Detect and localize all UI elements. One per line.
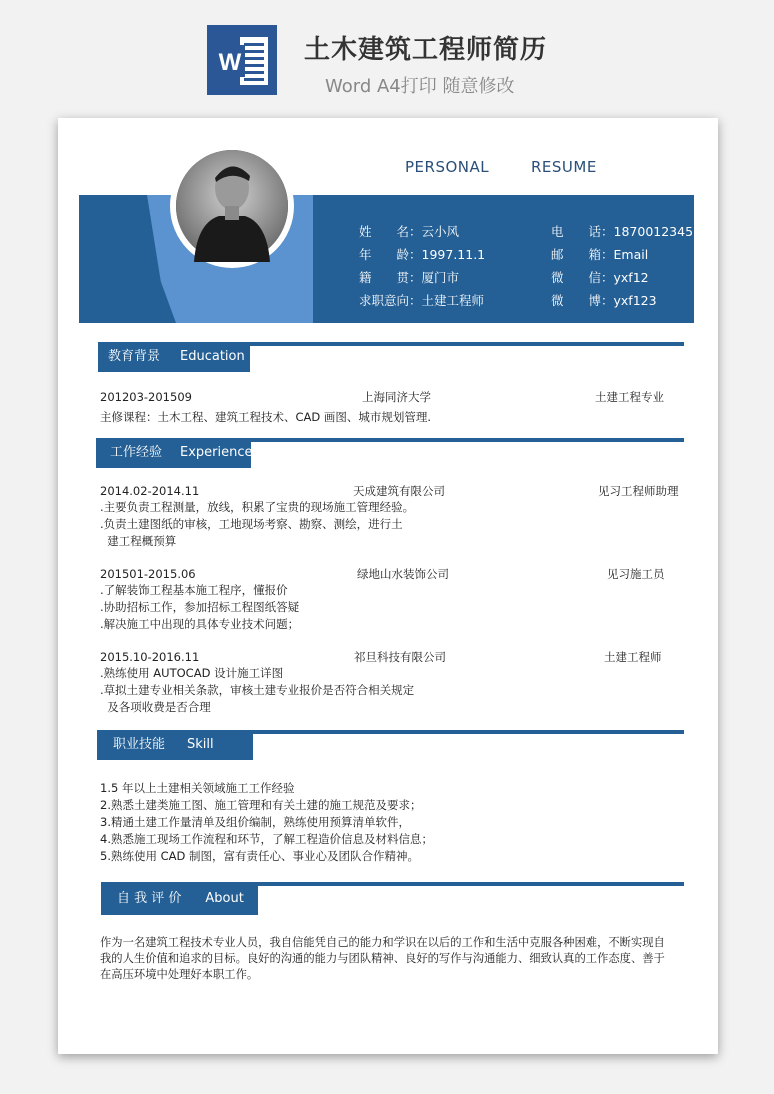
info-origin: 籍 贯：厦门市 — [359, 270, 460, 285]
weibo-value: yxf123 — [613, 293, 657, 308]
job-company: 绿地山水装饰公司 — [357, 567, 449, 581]
job-period: 2014.02-2014.11 — [100, 484, 200, 498]
job-company: 祁旦科技有限公司 — [354, 650, 446, 664]
job-line: 建工程概预算 — [100, 534, 177, 548]
banner-subtitle: Word A4打印 随意修改 — [325, 76, 515, 97]
profile-photo-area — [79, 148, 379, 328]
skills-heading: 职业技能 Skill — [97, 730, 253, 760]
info-age: 年 龄：1997.11.1 — [359, 247, 486, 262]
experience-heading: 工作经验 Experience — [96, 438, 251, 468]
job-period: 2015.10-2016.11 — [100, 650, 200, 664]
job-line: .主要负责工程测量，放线，积累了宝贵的现场施工管理经验。 — [100, 500, 415, 514]
job-line: .负责土建图纸的审核，工地现场考察、勘察、测绘，进行土 — [100, 517, 403, 531]
word-logo-letter: W — [218, 49, 242, 76]
top-banner — [0, 0, 774, 118]
email-value: Email — [613, 247, 649, 262]
job-role: 见习工程师助理 — [598, 484, 679, 498]
education-courses: 主修课程：土木工程、建筑工程技术、CAD 画图、城市规划管理. — [100, 410, 432, 424]
job-line: .熟练使用 AUTOCAD 设计施工详图 — [100, 666, 284, 680]
job-role: 见习施工员 — [607, 567, 665, 581]
job-role: 土建工程师 — [604, 650, 662, 664]
skill-item: 1.5 年以上土建相关领域施工工作经验 — [100, 781, 295, 795]
resume-page — [58, 118, 718, 1054]
skill-item: 4.熟悉施工现场工作流程和环节，了解工程造价信息及材料信息； — [100, 832, 433, 846]
job-period: 201501-2015.06 — [100, 567, 196, 581]
education-major: 土建工程专业 — [595, 390, 664, 404]
skill-item: 5.熟练使用 CAD 制图，富有责任心、事业心及团队合作精神。 — [100, 849, 420, 863]
header-resume: RESUME — [531, 158, 597, 176]
skill-item: 2.熟悉土建类施工图、施工管理和有关土建的施工规范及要求； — [100, 798, 422, 812]
job-line: .草拟土建专业相关条款，审核土建专业报价是否符合相关规定 — [100, 683, 415, 697]
skill-item: 3.精通土建工作量清单及组价编制，熟练使用预算清单软件， — [100, 815, 410, 829]
job-line: 及各项收费是否合理 — [100, 700, 211, 714]
job-line: .解决施工中出现的具体专业技术问题； — [100, 617, 300, 631]
job-line: .协助招标工作，参加招标工程图纸答疑 — [100, 600, 300, 614]
wechat-value: yxf12 — [613, 270, 649, 285]
header-personal: PERSONAL — [405, 158, 490, 176]
info-name: 姓 名：云小风 — [359, 224, 460, 239]
origin-value: 厦门市 — [421, 270, 460, 285]
age-value: 1997.11.1 — [421, 247, 486, 262]
info-wechat: 微 信：yxf12 — [551, 270, 649, 285]
phone-value: 1870012345 — [613, 224, 694, 239]
info-intent: 求职意向：土建工程师 — [359, 293, 485, 308]
info-email: 邮 箱：Email — [551, 247, 649, 262]
intent-value: 土建工程师 — [421, 293, 485, 308]
job-company: 天成建筑有限公司 — [353, 484, 445, 498]
info-weibo: 微 博：yxf123 — [551, 293, 657, 308]
name-value: 云小风 — [421, 224, 460, 239]
education-school: 上海同济大学 — [362, 390, 431, 404]
avatar — [176, 150, 288, 262]
education-heading: 教育背景 Education — [98, 342, 250, 372]
info-phone: 电 话：1870012345 — [551, 224, 694, 239]
education-period: 201203-201509 — [100, 390, 192, 404]
job-line: .了解装饰工程基本施工程序，懂报价 — [100, 583, 288, 597]
about-text: 作为一名建筑工程技术专业人员，我自信能凭自己的能力和学识在以后的工作和生活中克服各种困难，不断实现自我的人生价值和追求的目标。良好的沟通的能力与团队精神、良好的写作与沟通能力、细致认真的工作态度、善于在高压环境中处理好本职工作。 — [100, 936, 665, 981]
word-logo-icon — [207, 25, 277, 95]
about-heading: 自 我 评 价 About — [101, 882, 258, 915]
banner-title: 土木建筑工程师简历 — [304, 35, 548, 65]
